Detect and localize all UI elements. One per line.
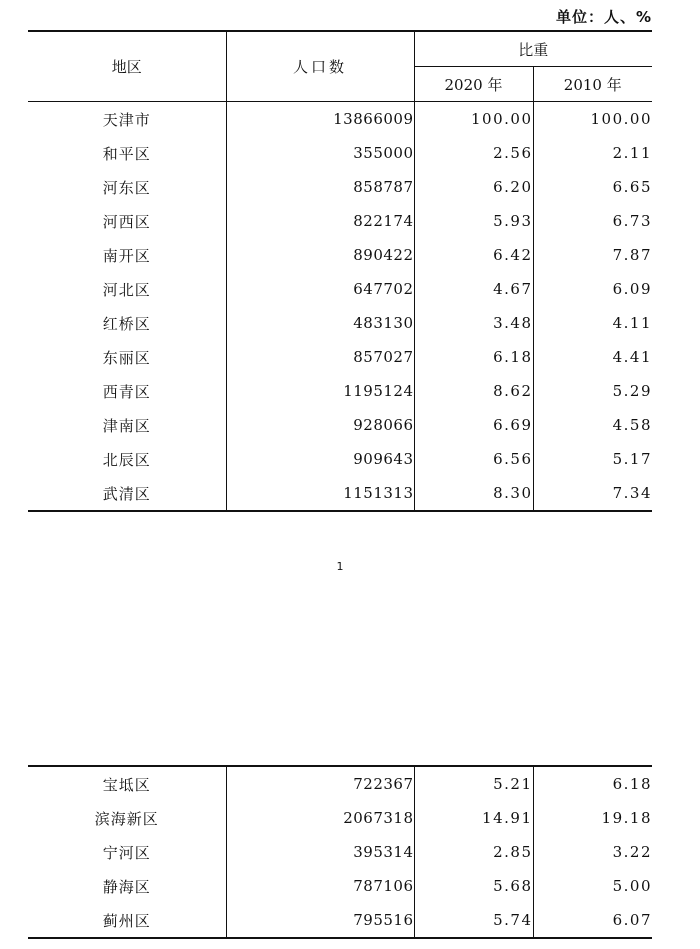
share-2010-cell: 2.11: [612, 144, 653, 162]
table-body-page1: [28, 102, 652, 512]
region-cell: 东丽区: [28, 340, 226, 374]
region-cell: 河西区: [28, 204, 226, 238]
table-row: [28, 835, 652, 869]
share-2020-cell: 2.85: [414, 835, 533, 869]
share-2020-cell: 6.56: [414, 442, 533, 476]
header-population: [226, 31, 414, 102]
population-cell: 909643: [226, 442, 414, 476]
share-2010-cell: 6.65: [612, 178, 653, 196]
table-row: [28, 869, 652, 903]
region-cell: 宁河区: [28, 835, 226, 869]
population-cell: 1151313: [226, 476, 414, 511]
share-2010-cell: 6.73: [612, 212, 653, 230]
share-2020-cell: 6.69: [414, 408, 533, 442]
population-cell: 787106: [226, 869, 414, 903]
region-cell: 南开区: [28, 238, 226, 272]
region-cell: 蓟州区: [28, 903, 226, 938]
population-cell: 2067318: [226, 801, 414, 835]
share-2020-cell: 4.67: [414, 272, 533, 306]
population-cell: 1195124: [226, 374, 414, 408]
share-2010-cell: 19.18: [601, 809, 652, 827]
share-2020-cell: 3.48: [414, 306, 533, 340]
share-2020-cell: 5.93: [414, 204, 533, 238]
population-cell: 857027: [226, 340, 414, 374]
region-cell: 静海区: [28, 869, 226, 903]
share-2010-cell: 6.18: [612, 775, 652, 793]
share-2010-cell: 4.41: [612, 348, 653, 366]
share-2010-cell: 3.22: [612, 843, 652, 861]
share-2020-cell: 100.00: [414, 102, 533, 137]
share-2010-cell: 4.11: [612, 314, 653, 332]
region-cell: 武清区: [28, 476, 226, 511]
table-row: [28, 903, 652, 938]
population-cell: 355000: [226, 136, 414, 170]
table-row: [28, 204, 652, 238]
share-2020-cell: 14.91: [414, 801, 533, 835]
share-2010-cell: 4.58: [612, 416, 653, 434]
header-population-label: 人口数: [292, 58, 347, 76]
table-body-page2: [28, 766, 652, 938]
share-2020-cell: 6.18: [414, 340, 533, 374]
share-2020-cell: 5.21: [414, 766, 533, 801]
share-2010-cell: 5.17: [612, 450, 653, 468]
share-2020-cell: 8.30: [414, 476, 533, 511]
population-cell: 483130: [226, 306, 414, 340]
table-row: [28, 306, 652, 340]
share-2010-cell: 5.00: [612, 877, 652, 895]
table-row: [28, 102, 652, 137]
population-cell: 647702: [226, 272, 414, 306]
share-2010-cell: 6.07: [612, 911, 652, 929]
header-share: 比重: [414, 31, 652, 67]
population-cell: 13866009: [226, 102, 414, 137]
header-region: 地区: [28, 31, 226, 102]
header-year-2010: 2010 年: [533, 67, 652, 102]
table-row: [28, 408, 652, 442]
table-row: [28, 170, 652, 204]
share-2020-cell: 5.74: [414, 903, 533, 938]
population-cell: 890422: [226, 238, 414, 272]
table-row: [28, 136, 652, 170]
region-cell: 北辰区: [28, 442, 226, 476]
unit-label: 单位：人、%: [555, 8, 652, 26]
share-2010-cell: 7.87: [612, 246, 653, 264]
share-2010-cell: 100.00: [590, 110, 653, 128]
table-row: [28, 340, 652, 374]
table-row: [28, 442, 652, 476]
share-2010-cell: 7.34: [612, 484, 653, 502]
region-cell: 红桥区: [28, 306, 226, 340]
table-row: [28, 766, 652, 801]
share-2020-cell: 6.42: [414, 238, 533, 272]
region-cell: 西青区: [28, 374, 226, 408]
share-2020-cell: 5.68: [414, 869, 533, 903]
population-cell: 395314: [226, 835, 414, 869]
table-row: [28, 374, 652, 408]
table-row: [28, 801, 652, 835]
region-cell: 和平区: [28, 136, 226, 170]
share-2020-cell: 8.62: [414, 374, 533, 408]
share-2020-cell: 2.56: [414, 136, 533, 170]
page-number: 1: [336, 560, 344, 573]
population-cell: 822174: [226, 204, 414, 238]
region-cell: 天津市: [28, 102, 226, 137]
region-cell: 宝坻区: [28, 766, 226, 801]
region-cell: 津南区: [28, 408, 226, 442]
population-table-page1: [28, 30, 652, 512]
table-row: [28, 238, 652, 272]
population-cell: 858787: [226, 170, 414, 204]
population-table-page2: [28, 765, 652, 939]
table-row: [28, 272, 652, 306]
header-year-2020: 2020 年: [414, 67, 533, 102]
share-2010-cell: 5.29: [612, 382, 653, 400]
region-cell: 河东区: [28, 170, 226, 204]
table-row: [28, 476, 652, 511]
region-cell: 河北区: [28, 272, 226, 306]
population-cell: 722367: [226, 766, 414, 801]
population-cell: 795516: [226, 903, 414, 938]
share-2010-cell: 6.09: [612, 280, 653, 298]
share-2020-cell: 6.20: [414, 170, 533, 204]
population-cell: 928066: [226, 408, 414, 442]
region-cell: 滨海新区: [28, 801, 226, 835]
